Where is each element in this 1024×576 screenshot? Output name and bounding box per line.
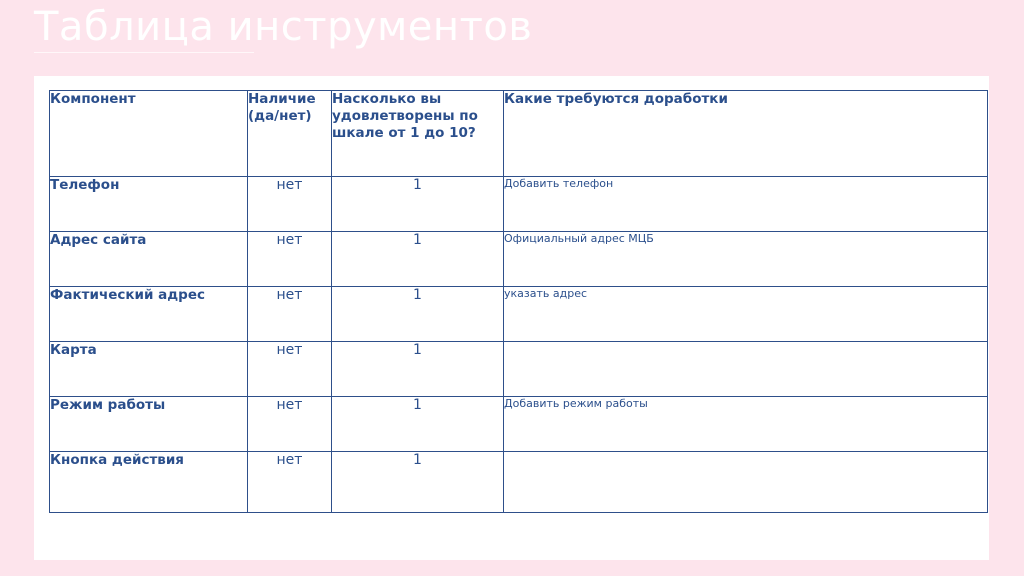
score-cell: 1 [332,452,504,513]
score-cell: 1 [332,287,504,342]
table-row [50,342,988,397]
table-row [50,397,988,452]
presence-cell: нет [248,287,332,342]
score-cell: 1 [332,342,504,397]
score-cell: 1 [332,397,504,452]
component-cell: Телефон [50,177,248,232]
table-panel [34,76,989,560]
component-cell: Фактический адрес [50,287,248,342]
component-cell: Режим работы [50,397,248,452]
header-component: Компонент [50,91,248,177]
header-improvements: Какие требуются доработки [504,91,988,177]
score-cell: 1 [332,177,504,232]
component-cell: Адрес сайта [50,232,248,287]
component-cell: Кнопка действия [50,452,248,513]
header-satisfaction: Насколько вы удовлетворены по шкале от 1 до 10? [332,91,504,177]
presence-cell: нет [248,342,332,397]
header-presence: Наличие (да/нет) [248,91,332,177]
table-row [50,287,988,342]
presence-cell: нет [248,177,332,232]
improvement-cell: Добавить телефон [504,177,988,232]
page-title: Таблица инструментов [34,4,533,50]
table-header-row [50,91,988,177]
improvement-cell [504,452,988,513]
presence-cell: нет [248,232,332,287]
presence-cell: нет [248,452,332,513]
improvement-cell [504,342,988,397]
table-row [50,452,988,513]
presence-cell: нет [248,397,332,452]
score-cell: 1 [332,232,504,287]
table-row [50,177,988,232]
improvement-cell: Добавить режим работы [504,397,988,452]
component-cell: Карта [50,342,248,397]
improvement-cell: Официальный адрес МЦБ [504,232,988,287]
tools-table [49,90,988,513]
table-row [50,232,988,287]
title-underline [34,52,254,53]
improvement-cell: указать адрес [504,287,988,342]
